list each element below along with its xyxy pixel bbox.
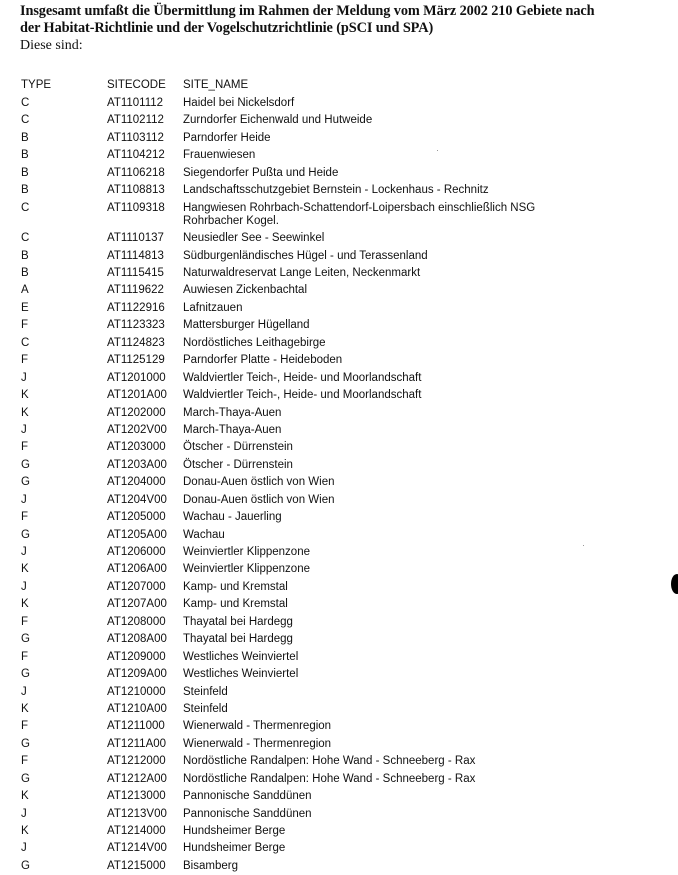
cell-type: J bbox=[21, 371, 27, 384]
site-name-text: Pannonische Sanddünen bbox=[183, 790, 312, 803]
cell-sitecode: AT1211A00 bbox=[107, 737, 167, 750]
cell-type: K bbox=[21, 790, 29, 803]
cell-site-name bbox=[183, 718, 670, 735]
cell-sitecode: AT1201000 bbox=[107, 371, 166, 384]
site-name-text: Frauenwiesen bbox=[183, 149, 256, 162]
site-name-text: Thayatal bei Hardegg bbox=[183, 615, 293, 628]
cell-sitecode: AT1203000 bbox=[107, 441, 166, 454]
cell-site-name bbox=[183, 614, 670, 631]
cell-sitecode: AT1213000 bbox=[107, 790, 166, 803]
cell-site-name bbox=[183, 165, 670, 182]
cell-sitecode: AT1209A00 bbox=[107, 668, 167, 681]
cell-site-name bbox=[183, 684, 670, 701]
table-header-row bbox=[20, 77, 670, 95]
cell-site-name bbox=[183, 596, 670, 613]
table-row bbox=[20, 182, 670, 199]
cell-type: F bbox=[21, 354, 29, 367]
cell-site-name bbox=[183, 736, 670, 753]
cell-sitecode: AT1106218 bbox=[107, 166, 165, 179]
site-name-text: Steinfeld bbox=[183, 702, 228, 715]
cell-type: B bbox=[21, 267, 29, 279]
site-name-text: Pannonische Sanddünen bbox=[183, 807, 312, 820]
cell-sitecode: AT1109318 bbox=[107, 201, 165, 214]
cell-sitecode: AT1108813 bbox=[107, 184, 165, 197]
table-row bbox=[20, 265, 670, 282]
cell-sitecode: AT1204000 bbox=[107, 476, 166, 489]
table-row bbox=[20, 492, 670, 509]
cell-site-name bbox=[183, 561, 670, 578]
cell-sitecode: AT1214000 bbox=[107, 825, 166, 837]
site-name-text: Siegendorfer Pußta und Heide bbox=[183, 166, 339, 179]
cell-type: B bbox=[21, 166, 29, 179]
cell-site-name bbox=[183, 666, 670, 683]
table-row bbox=[20, 352, 670, 369]
cell-sitecode: AT1202V00 bbox=[107, 423, 167, 436]
site-name-text: Waldviertler Teich-, Heide- und Moorlandschaft bbox=[183, 389, 422, 402]
table-row bbox=[20, 823, 670, 840]
cell-site-name bbox=[183, 649, 670, 666]
cell-type: K bbox=[21, 406, 29, 419]
cell-site-name bbox=[183, 579, 670, 596]
site-name-text: Nordöstliche Randalpen: Hohe Wand - Schneeberg - Rax bbox=[183, 755, 476, 768]
table-row bbox=[20, 474, 670, 491]
cell-sitecode: AT1205000 bbox=[107, 511, 166, 524]
cell-type: G bbox=[21, 458, 30, 471]
cell-site-name bbox=[183, 806, 670, 823]
cell-site-name bbox=[183, 405, 670, 422]
site-name-text: Kamp- und Kremstal bbox=[183, 598, 288, 611]
cell-type: K bbox=[21, 702, 29, 715]
cell-type: B bbox=[21, 184, 29, 197]
table-row bbox=[20, 840, 670, 857]
site-name-text: Donau-Auen östlich von Wien bbox=[183, 493, 335, 506]
cell-sitecode: AT1208000 bbox=[107, 615, 166, 628]
cell-type: G bbox=[21, 476, 30, 489]
table-row bbox=[20, 649, 670, 666]
table-row bbox=[20, 282, 670, 299]
cell-sitecode: AT1208A00 bbox=[107, 633, 167, 646]
cell-sitecode: AT1114813 bbox=[107, 249, 164, 262]
site-name-text: Zurndorfer Eichenwald und Hutweide bbox=[183, 114, 373, 127]
table-row bbox=[20, 165, 670, 182]
table-row bbox=[20, 527, 670, 544]
table-row bbox=[20, 422, 670, 439]
cell-site-name bbox=[183, 527, 670, 544]
cell-type: J bbox=[21, 580, 27, 593]
cell-type: C bbox=[21, 201, 30, 214]
table-row bbox=[20, 561, 670, 578]
site-name-text: Westliches Weinviertel bbox=[183, 650, 299, 663]
cell-sitecode: AT1122916 bbox=[107, 301, 165, 314]
cell-site-name bbox=[183, 701, 670, 718]
cell-site-name bbox=[183, 753, 670, 770]
table-row bbox=[20, 771, 670, 788]
cell-site-name bbox=[183, 771, 670, 788]
cell-site-name bbox=[183, 130, 670, 147]
header-type: TYPE bbox=[21, 79, 52, 91]
cell-site-name bbox=[183, 230, 670, 247]
cell-site-name bbox=[183, 858, 670, 875]
cell-type: G bbox=[21, 528, 30, 541]
cell-type: G bbox=[21, 633, 30, 646]
site-name-text: Wienerwald - Thermenregion bbox=[183, 720, 332, 733]
table-row bbox=[20, 718, 670, 735]
table-row bbox=[20, 614, 670, 631]
table-row bbox=[20, 439, 670, 456]
site-name-text: Mattersburger Hügelland bbox=[183, 319, 310, 332]
cell-site-name bbox=[183, 248, 670, 265]
site-name-text: Ötscher - Dürrenstein bbox=[183, 441, 293, 454]
cell-type: G bbox=[21, 737, 30, 750]
cell-site-name bbox=[183, 147, 670, 164]
cell-type: J bbox=[21, 423, 27, 436]
cell-type: B bbox=[21, 149, 29, 162]
header-site-name: SITE_NAME bbox=[183, 79, 249, 91]
cell-type: C bbox=[21, 114, 30, 127]
cell-sitecode: AT1214V00 bbox=[107, 842, 167, 855]
table-row bbox=[20, 544, 670, 561]
cell-sitecode: AT1104212 bbox=[107, 149, 165, 162]
table-row bbox=[20, 666, 670, 683]
site-name-text: Haidel bei Nickelsdorf bbox=[183, 97, 295, 109]
cell-sitecode: AT1102112 bbox=[107, 114, 164, 127]
table-row bbox=[20, 457, 670, 474]
intro-line-3: Diese sind: bbox=[20, 38, 83, 53]
cell-site-name bbox=[183, 823, 670, 840]
cell-type: E bbox=[21, 301, 29, 314]
scan-speck bbox=[583, 545, 584, 546]
table-row bbox=[20, 335, 670, 352]
site-name-text: Wienerwald - Thermenregion bbox=[183, 737, 332, 750]
site-name-text: Hangwiesen Rohrbach-Schattendorf-Loipersbach einschließlich NSG bbox=[183, 201, 536, 214]
cell-type: C bbox=[21, 232, 30, 245]
cell-sitecode: AT1124823 bbox=[107, 336, 165, 349]
table-body bbox=[20, 95, 670, 875]
table-row bbox=[20, 753, 670, 770]
table-row bbox=[20, 788, 670, 805]
cell-sitecode: AT1203A00 bbox=[107, 458, 167, 471]
site-name-text: Parndorfer Heide bbox=[183, 131, 271, 144]
cell-site-name bbox=[183, 492, 670, 509]
site-name-text: Waldviertler Teich-, Heide- und Moorlandschaft bbox=[183, 371, 422, 384]
site-name-text: Wachau bbox=[183, 528, 225, 541]
cell-type: F bbox=[21, 755, 29, 768]
site-name-text: Landschaftsschutzgebiet Bernstein - Lockenhaus - Rechnitz bbox=[183, 184, 489, 197]
table-row bbox=[20, 387, 670, 404]
table-row bbox=[20, 701, 670, 718]
cell-sitecode: AT1212000 bbox=[107, 755, 166, 768]
cell-sitecode: AT1101112 bbox=[107, 97, 164, 109]
cell-type: C bbox=[21, 336, 30, 349]
sites-table bbox=[20, 77, 670, 875]
cell-type: F bbox=[21, 650, 29, 663]
site-name-text: Donau-Auen östlich von Wien bbox=[183, 476, 335, 489]
site-name-text: Hundsheimer Berge bbox=[183, 825, 286, 837]
table-row bbox=[20, 370, 670, 387]
site-name-text: Wachau - Jauerling bbox=[183, 511, 282, 524]
table-row bbox=[20, 596, 670, 613]
cell-site-name bbox=[183, 265, 670, 282]
site-name-text: Lafnitzauen bbox=[183, 301, 243, 314]
cell-sitecode: AT1205A00 bbox=[107, 528, 167, 541]
cell-site-name bbox=[183, 352, 670, 369]
cell-type: B bbox=[21, 131, 29, 144]
table-row bbox=[20, 579, 670, 596]
cell-sitecode: AT1215000 bbox=[107, 859, 166, 872]
table-row bbox=[20, 248, 670, 265]
site-name-text: Steinfeld bbox=[183, 685, 228, 698]
cell-type: J bbox=[21, 685, 27, 698]
cell-type: J bbox=[21, 842, 27, 855]
cell-sitecode: AT1211000 bbox=[107, 720, 165, 733]
cell-type: K bbox=[21, 563, 29, 576]
cell-sitecode: AT1207000 bbox=[107, 580, 166, 593]
cell-sitecode: AT1202000 bbox=[107, 406, 166, 419]
scan-artifact-mark bbox=[671, 574, 678, 594]
site-name-text: Nordöstliche Randalpen: Hohe Wand - Schneeberg - Rax bbox=[183, 772, 476, 785]
cell-sitecode: AT1119622 bbox=[107, 284, 164, 297]
cell-type: J bbox=[21, 807, 27, 820]
cell-sitecode: AT1206A00 bbox=[107, 563, 167, 576]
intro-line-1: Insgesamt umfaßt die Übermittlung im Rahmen der Meldung vom März 2002 210 Gebiete nach bbox=[20, 3, 595, 19]
cell-type: G bbox=[21, 859, 30, 872]
table-row bbox=[20, 130, 670, 147]
site-name-text: Neusiedler See - Seewinkel bbox=[183, 232, 325, 245]
cell-sitecode: AT1103112 bbox=[107, 131, 164, 144]
cell-type: K bbox=[21, 598, 29, 611]
table-row bbox=[20, 736, 670, 753]
site-name-text: March-Thaya-Auen bbox=[183, 406, 282, 419]
table-row bbox=[20, 317, 670, 334]
site-name-text: Kamp- und Kremstal bbox=[183, 580, 288, 593]
cell-site-name bbox=[183, 422, 670, 439]
cell-sitecode: AT1125129 bbox=[107, 354, 165, 367]
site-name-text: March-Thaya-Auen bbox=[183, 423, 282, 436]
intro-text bbox=[20, 3, 595, 54]
table-row bbox=[20, 300, 670, 317]
cell-site-name bbox=[183, 95, 670, 112]
site-name-text: Ötscher - Dürrenstein bbox=[183, 458, 293, 471]
cell-sitecode: AT1115415 bbox=[107, 267, 164, 279]
cell-sitecode: AT1210A00 bbox=[107, 702, 167, 715]
cell-site-name bbox=[183, 457, 670, 474]
cell-site-name bbox=[183, 182, 670, 199]
site-name-continuation: Rohrbacher Kogel. bbox=[183, 215, 279, 228]
scan-speck bbox=[437, 150, 438, 151]
cell-type: F bbox=[21, 615, 29, 628]
cell-site-name bbox=[183, 840, 670, 857]
cell-site-name bbox=[183, 631, 670, 648]
cell-site-name bbox=[183, 200, 670, 231]
header-sitecode: SITECODE bbox=[107, 79, 166, 91]
cell-type: F bbox=[21, 319, 29, 332]
table-row bbox=[20, 112, 670, 129]
cell-site-name bbox=[183, 544, 670, 561]
cell-site-name bbox=[183, 370, 670, 387]
cell-site-name bbox=[183, 474, 670, 491]
cell-site-name bbox=[183, 300, 670, 317]
site-name-text: Westliches Weinviertel bbox=[183, 668, 299, 681]
cell-sitecode: AT1210000 bbox=[107, 685, 166, 698]
table-row bbox=[20, 631, 670, 648]
cell-sitecode: AT1207A00 bbox=[107, 598, 167, 611]
cell-sitecode: AT1123323 bbox=[107, 319, 165, 332]
cell-site-name bbox=[183, 509, 670, 526]
site-name-text: Thayatal bei Hardegg bbox=[183, 633, 293, 646]
site-name-text: Nordöstliches Leithagebirge bbox=[183, 336, 326, 349]
site-name-text: Auwiesen Zickenbachtal bbox=[183, 284, 308, 297]
cell-type: K bbox=[21, 389, 29, 402]
cell-type: G bbox=[21, 772, 30, 785]
cell-type: A bbox=[21, 284, 29, 297]
cell-site-name bbox=[183, 335, 670, 352]
cell-type: G bbox=[21, 668, 30, 681]
cell-type: F bbox=[21, 441, 29, 454]
site-name-text: Naturwaldreservat Lange Leiten, Neckenmarkt bbox=[183, 267, 421, 279]
table-row bbox=[20, 858, 670, 875]
cell-type: F bbox=[21, 720, 29, 733]
table-row bbox=[20, 509, 670, 526]
cell-type: F bbox=[21, 511, 29, 524]
cell-sitecode: AT1213V00 bbox=[107, 807, 167, 820]
cell-type: K bbox=[21, 825, 29, 837]
table-row bbox=[20, 95, 670, 112]
intro-line-2: der Habitat-Richtlinie und der Vogelschutzrichtlinie (pSCI und SPA) bbox=[20, 20, 434, 36]
cell-type: J bbox=[21, 546, 27, 558]
cell-sitecode: AT1206000 bbox=[107, 546, 166, 558]
table-row bbox=[20, 147, 670, 164]
cell-site-name bbox=[183, 317, 670, 334]
cell-site-name bbox=[183, 112, 670, 129]
cell-site-name bbox=[183, 788, 670, 805]
cell-site-name bbox=[183, 439, 670, 456]
site-name-text: Südburgenländisches Hügel - und Terassenland bbox=[183, 249, 428, 262]
site-name-text: Hundsheimer Berge bbox=[183, 842, 286, 855]
table-row bbox=[20, 684, 670, 701]
cell-site-name bbox=[183, 282, 670, 299]
table-row bbox=[20, 405, 670, 422]
cell-site-name bbox=[183, 387, 670, 404]
site-name-text: Parndorfer Platte - Heideboden bbox=[183, 354, 343, 367]
cell-type: B bbox=[21, 249, 29, 262]
cell-sitecode: AT1209000 bbox=[107, 650, 166, 663]
cell-sitecode: AT1212A00 bbox=[107, 772, 167, 785]
table-row bbox=[20, 806, 670, 823]
site-name-text: Bisamberg bbox=[183, 859, 238, 872]
site-name-text: Weinviertler Klippenzone bbox=[183, 546, 310, 558]
cell-type: C bbox=[21, 97, 30, 109]
site-name-text: Weinviertler Klippenzone bbox=[183, 563, 310, 576]
cell-type: J bbox=[21, 493, 27, 506]
cell-sitecode: AT1201A00 bbox=[107, 389, 167, 402]
cell-sitecode: AT1110137 bbox=[107, 232, 164, 245]
cell-sitecode: AT1204V00 bbox=[107, 493, 167, 506]
table-row bbox=[20, 230, 670, 247]
table-row bbox=[20, 200, 670, 231]
